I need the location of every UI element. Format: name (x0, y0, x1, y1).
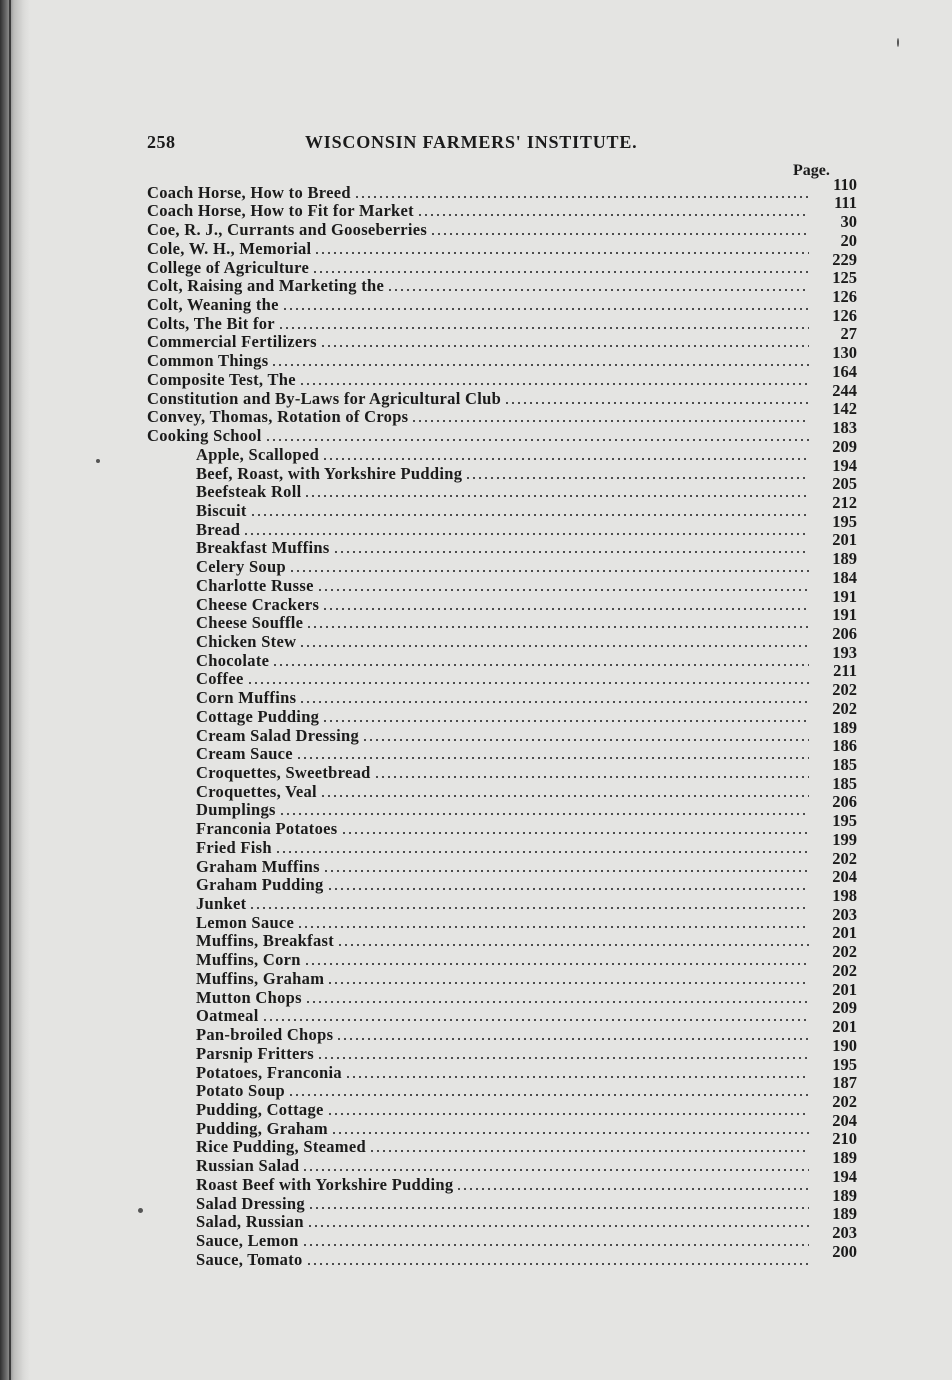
entry-title: Beefsteak Roll (196, 482, 302, 502)
entry-title: Cheese Crackers (196, 594, 320, 614)
dot-leader (327, 982, 809, 984)
paper-speck (138, 1208, 143, 1213)
entry-page-number: 130 (832, 343, 857, 363)
dot-leader (262, 1019, 809, 1021)
index-subentry (147, 773, 857, 801)
entry-title: Common Things (147, 351, 269, 371)
index-subentry (147, 1241, 857, 1269)
index-subentry (147, 605, 857, 633)
index-subentry (147, 1110, 857, 1138)
entry-title: Bread (196, 519, 241, 539)
entry-title: Coffee (196, 669, 244, 689)
entry-page-number: 184 (832, 567, 857, 587)
dot-leader (354, 196, 809, 198)
entry-page-number: 142 (832, 399, 857, 419)
entry-page-number: 189 (832, 1204, 857, 1224)
dot-leader (249, 907, 809, 909)
dot-leader (345, 1076, 809, 1078)
dot-leader (327, 1113, 809, 1115)
dot-leader (296, 757, 809, 759)
entry-page-number: 185 (832, 773, 857, 793)
dot-leader (306, 1263, 809, 1265)
index-subentry (147, 511, 857, 539)
entry-title: Charlotte Russe (196, 575, 314, 595)
entry-page-number: 209 (832, 998, 857, 1018)
dot-leader (304, 495, 809, 497)
entry-title: Russian Salad (196, 1156, 300, 1176)
index-subentry (147, 867, 857, 895)
entry-title: Franconia Potatoes (196, 819, 338, 839)
entry-page-number: 187 (832, 1073, 857, 1093)
entry-page-number: 126 (832, 305, 857, 325)
entry-title: Cream Sauce (196, 744, 293, 764)
dot-leader (411, 420, 809, 422)
entry-title: Cheese Souffle (196, 613, 304, 633)
entry-title: Sauce, Tomato (196, 1249, 303, 1269)
entry-title: Chicken Stew (196, 631, 297, 651)
dot-leader (302, 1244, 809, 1246)
paper-speck (96, 459, 100, 463)
dot-leader (387, 289, 809, 291)
index-subentry (147, 661, 857, 689)
dot-leader (320, 795, 809, 797)
index-subentry (147, 848, 857, 876)
dot-leader (322, 608, 809, 610)
entry-page-number: 202 (832, 848, 857, 868)
dot-leader (317, 1057, 809, 1059)
entry-page-number: 210 (832, 1129, 857, 1149)
dot-leader (374, 776, 809, 778)
entry-title: Salad Dressing (196, 1193, 305, 1213)
entry-title: Junket (196, 894, 247, 914)
entry-page-number: 193 (832, 642, 857, 662)
entry-page-number: 201 (832, 979, 857, 999)
dot-leader (323, 870, 809, 872)
dot-leader (341, 832, 809, 834)
entry-page-number: 194 (832, 1166, 857, 1186)
dot-leader (247, 682, 809, 684)
entry-page-number: 189 (832, 1185, 857, 1205)
index-subentry (147, 642, 857, 670)
index-subentry (147, 755, 857, 782)
entry-title: Cottage Pudding (196, 706, 320, 726)
entry-title: Graham Muffins (196, 856, 320, 876)
dot-leader (456, 1188, 809, 1190)
entry-title: Lemon Sauce (196, 912, 295, 932)
dot-leader (282, 308, 809, 310)
entry-title: Muffins, Corn (196, 950, 301, 970)
dot-leader (297, 926, 809, 928)
dot-leader (320, 345, 809, 347)
entry-title: Coach Horse, How to Fit for Market (147, 201, 414, 221)
entry-title: Sauce, Lemon (196, 1230, 299, 1250)
entry-title: Apple, Scalloped (196, 444, 320, 464)
index-entry (147, 287, 857, 315)
entry-title: Colt, Weaning the (147, 295, 279, 315)
entry-title: Pan-broiled Chops (196, 1025, 334, 1045)
index-entry (147, 174, 857, 202)
paper-speck (897, 38, 899, 47)
index-subentry (147, 1054, 857, 1082)
index-subentry (147, 680, 857, 708)
entry-page-number: 202 (832, 1091, 857, 1111)
dot-leader (275, 851, 809, 853)
entry-page-number: 205 (832, 474, 857, 494)
dot-leader (288, 1094, 809, 1096)
index-entry (147, 380, 857, 408)
dot-leader (430, 233, 809, 235)
entry-page-number: 206 (832, 792, 857, 812)
dot-leader (299, 645, 809, 647)
dot-leader (322, 458, 809, 460)
entry-title: Muffins, Graham (196, 968, 325, 988)
dot-leader (305, 1001, 809, 1003)
index-subentry (147, 586, 857, 614)
entry-title: Parsnip Fritters (196, 1043, 314, 1063)
dot-leader (265, 439, 809, 441)
index-subentry (147, 530, 857, 558)
dot-leader (307, 1225, 809, 1227)
dot-leader (306, 626, 809, 628)
entry-page-number: 30 (840, 212, 857, 232)
entry-title: Pudding, Graham (196, 1118, 328, 1138)
entry-title: Croquettes, Veal (196, 781, 317, 801)
dot-leader (327, 888, 809, 890)
dot-leader (317, 589, 809, 591)
entry-title: Dumplings (196, 800, 276, 820)
entry-title: Chocolate (196, 650, 270, 670)
entry-page-number: 186 (832, 736, 857, 756)
entry-page-number: 198 (832, 886, 857, 906)
entry-page-number: 110 (833, 174, 857, 194)
entry-page-number: 195 (832, 1054, 857, 1074)
entry-page-number: 189 (832, 1148, 857, 1168)
entry-page-number: 203 (832, 1222, 857, 1242)
entry-page-number: 191 (832, 586, 857, 606)
entry-page-number: 125 (832, 268, 857, 288)
index-subentry (147, 1204, 857, 1232)
entry-title: Constitution and By-Laws for Agricultural Club (147, 388, 502, 408)
index-subentry (147, 717, 857, 745)
entry-page-number: 195 (832, 811, 857, 831)
dot-leader (271, 364, 809, 366)
entry-page-number: 111 (834, 193, 857, 213)
entry-page-number: 195 (832, 511, 857, 531)
entry-title: Colts, The Bit for (147, 313, 275, 333)
entry-page-number: 244 (832, 380, 857, 400)
entry-title: Convey, Thomas, Rotation of Crops (147, 407, 409, 427)
dot-leader (289, 570, 809, 572)
entry-page-number: 212 (832, 492, 857, 512)
entry-page-number: 203 (832, 904, 857, 924)
entry-title: Muffins, Breakfast (196, 931, 335, 951)
dot-leader (302, 1169, 809, 1171)
entry-page-number: 189 (832, 717, 857, 737)
index-subentry (147, 1129, 857, 1157)
entry-page-number: 200 (832, 1241, 857, 1261)
index-entry (147, 249, 857, 277)
dot-leader (278, 327, 809, 329)
book-spine-shadow (0, 0, 30, 1380)
dot-leader (308, 1207, 809, 1209)
book-gutter-line (9, 0, 11, 1380)
index-subentry (147, 455, 857, 483)
entry-page-number: 202 (832, 942, 857, 962)
dot-leader (337, 944, 809, 946)
dot-leader (299, 383, 809, 385)
index-entry (147, 399, 857, 427)
index-subentry (147, 1073, 857, 1101)
entry-title: Cole, W. H., Memorial (147, 238, 312, 258)
entry-title: Cream Salad Dressing (196, 725, 360, 745)
entry-title: Coe, R. J., Currants and Gooseberries (147, 220, 428, 240)
index-entry (147, 324, 857, 352)
entry-title: Fried Fish (196, 837, 272, 857)
entry-page-number: 204 (832, 1110, 857, 1130)
index-subentry (147, 979, 857, 1007)
entry-title: Salad, Russian (196, 1212, 304, 1232)
dot-leader (465, 477, 809, 479)
dot-leader (279, 813, 809, 815)
entry-title: Potatoes, Franconia (196, 1062, 342, 1082)
entry-page-number: 201 (832, 1017, 857, 1037)
dot-leader (272, 664, 809, 666)
entry-title: Breakfast Muffins (196, 538, 330, 558)
entry-title: Cooking School (147, 426, 262, 446)
index-entry (147, 268, 857, 296)
dot-leader (369, 1150, 809, 1152)
dot-leader (504, 402, 809, 404)
entry-title: Beef, Roast, with Yorkshire Pudding (196, 463, 463, 483)
entry-page-number: 204 (832, 867, 857, 887)
entry-page-number: 211 (833, 661, 857, 681)
entry-page-number: 20 (840, 230, 857, 250)
entry-page-number: 191 (832, 605, 857, 625)
entry-title: Rice Pudding, Steamed (196, 1137, 366, 1157)
dot-leader (417, 214, 809, 216)
index-entry-list (147, 174, 857, 1269)
entry-page-number: 201 (832, 530, 857, 550)
page-number: 258 (147, 132, 176, 152)
dot-leader (333, 551, 809, 553)
entry-title: College of Agriculture (147, 257, 310, 277)
index-subentry (147, 474, 857, 502)
entry-page-number: 202 (832, 698, 857, 718)
dot-leader (299, 701, 809, 703)
entry-page-number: 199 (832, 829, 857, 849)
index-subentry (147, 942, 857, 970)
index-entry (147, 193, 857, 221)
entry-page-number: 183 (832, 418, 857, 438)
dot-leader (331, 1132, 809, 1134)
entry-title: Graham Pudding (196, 875, 324, 895)
entry-page-number: 164 (832, 361, 857, 381)
index-subentry (147, 1185, 857, 1213)
entry-page-number: 209 (832, 436, 857, 456)
entry-title: Oatmeal (196, 1006, 259, 1026)
dot-leader (336, 1038, 809, 1040)
page-column-heading: Page. (793, 162, 830, 179)
entry-page-number: 229 (832, 249, 857, 269)
dot-leader (314, 252, 809, 254)
dot-leader (362, 739, 809, 741)
index-subentry (147, 792, 857, 820)
entry-title: Pudding, Cottage (196, 1099, 324, 1119)
entry-page-number: 202 (832, 680, 857, 700)
index-subentry (147, 998, 857, 1026)
dot-leader (304, 963, 809, 965)
dot-leader (250, 514, 809, 516)
dot-leader (322, 720, 809, 722)
index-subentry (147, 736, 857, 764)
entry-title: Corn Muffins (196, 688, 297, 708)
entry-page-number: 126 (832, 287, 857, 307)
index-subentry (147, 923, 857, 951)
entry-page-number: 189 (832, 549, 857, 569)
running-title: WISCONSIN FARMERS' INSTITUTE. (305, 132, 638, 152)
entry-title: Coach Horse, How to Breed (147, 182, 351, 202)
entry-title: Commercial Fertilizers (147, 332, 317, 352)
dot-leader (243, 533, 809, 535)
entry-title: Celery Soup (196, 557, 286, 577)
entry-page-number: 27 (840, 324, 857, 344)
entry-page-number: 206 (832, 623, 857, 643)
entry-title: Composite Test, The (147, 369, 296, 389)
page-header (147, 132, 847, 158)
entry-title: Potato Soup (196, 1081, 286, 1101)
entry-page-number: 185 (832, 755, 857, 774)
entry-title: Roast Beef with Yorkshire Pudding (196, 1174, 454, 1194)
entry-page-number: 201 (832, 923, 857, 943)
entry-title: Mutton Chops (196, 987, 302, 1007)
entry-page-number: 190 (832, 1035, 857, 1055)
entry-title: Croquettes, Sweetbread (196, 763, 371, 782)
entry-title: Colt, Raising and Marketing the (147, 276, 385, 296)
dot-leader (312, 271, 809, 273)
entry-page-number: 194 (832, 455, 857, 475)
entry-title: Biscuit (196, 500, 247, 520)
entry-page-number: 202 (832, 960, 857, 980)
